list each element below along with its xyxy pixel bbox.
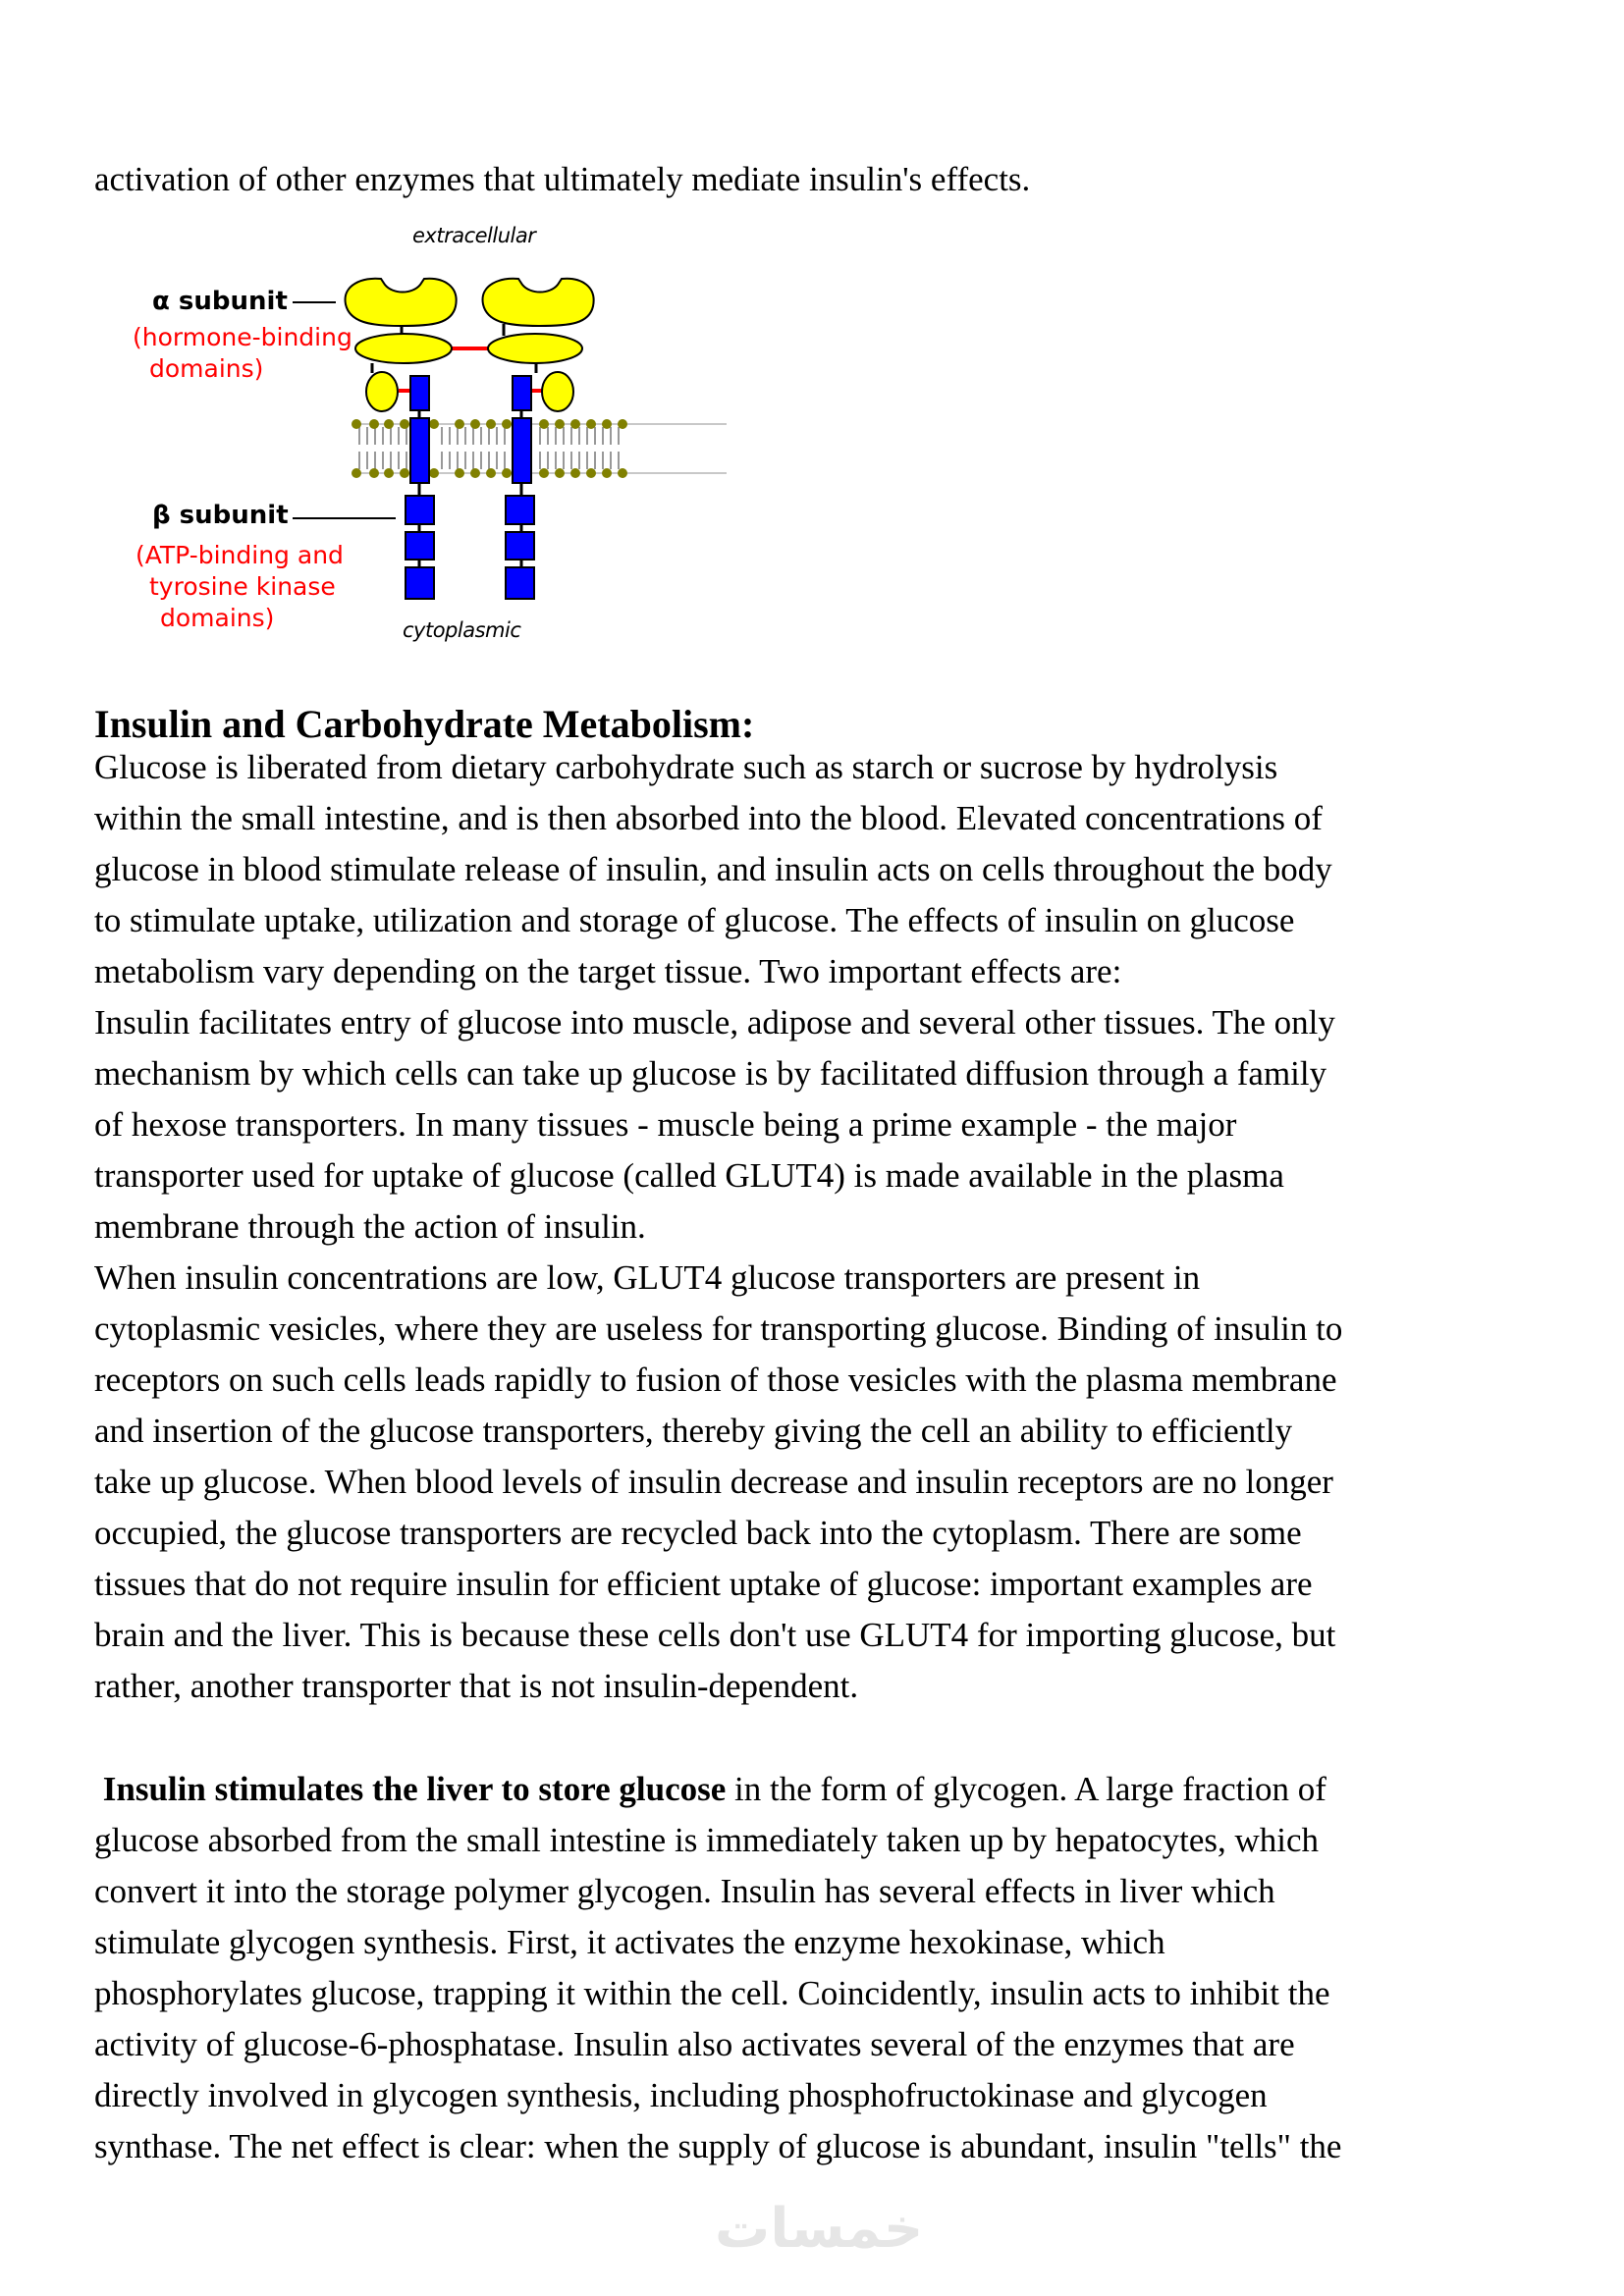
paragraph-line: transporter used for uptake of glucose (called GLUT4) is made available in the plasma	[94, 1156, 1284, 1195]
beta-subunit-label: β subunit	[152, 501, 289, 530]
paragraph-line: within the small intestine, and is then absorbed into the blood. Elevated concentrations of	[94, 799, 1323, 837]
paragraph-line: synthase. The net effect is clear: when the supply of glucose is abundant, insulin "tells" the	[94, 2127, 1342, 2165]
paragraph-line: directly involved in glycogen synthesis, including phosphofructokinase and glycogen	[94, 2076, 1268, 2114]
paragraph-line: occupied, the glucose transporters are recycled back into the cytoplasm. There are some	[94, 1514, 1302, 1552]
paragraph-line: When insulin concentrations are low, GLUT4 glucose transporters are present in	[94, 1258, 1201, 1297]
paragraph-line: glucose in blood stimulate release of insulin, and insulin acts on cells throughout the body	[94, 850, 1332, 888]
section-heading: Insulin and Carbohydrate Metabolism:	[94, 702, 755, 746]
paragraph-line: metabolism vary depending on the target tissue. Two important effects are:	[94, 952, 1122, 990]
alpha-description-line-2: domains)	[149, 354, 264, 383]
alpha-subunit-label: α subunit	[152, 287, 288, 316]
beta-description-line-2: tyrosine kinase	[149, 572, 336, 601]
paragraph-line: glucose absorbed from the small intestine is immediately taken up by hepatocytes, which	[94, 1821, 1320, 1859]
paragraph-line: take up glucose. When blood levels of insulin decrease and insulin receptors are no longer	[94, 1463, 1333, 1501]
paragraph-line: brain and the liver. This is because these cells don't use GLUT4 for importing glucose, but	[94, 1616, 1336, 1654]
watermark-logo: خمسات	[715, 2197, 924, 2261]
paragraph-line: convert it into the storage polymer glycogen. Insulin has several effects in liver which	[94, 1872, 1275, 1910]
paragraph-line: cytoplasmic vesicles, where they are useless for transporting glucose. Binding of insulin to	[94, 1309, 1343, 1348]
paragraph-line: Insulin facilitates entry of glucose into muscle, adipose and several other tissues. The only	[94, 1003, 1335, 1041]
cytoplasmic-label: cytoplasmic	[403, 618, 521, 642]
paragraph-line: Glucose is liberated from dietary carbohydrate such as starch or sucrose by hydrolysis	[94, 748, 1278, 786]
membrane-bilayer	[352, 419, 727, 478]
extracellular-label: extracellular	[412, 224, 536, 247]
paragraph-line	[94, 1764, 1326, 1815]
paragraph-line: activity of glucose-6-phosphatase. Insulin also activates several of the enzymes that are	[94, 2025, 1295, 2063]
lead-rest-text: in the form of glycogen. A large fraction of	[726, 1770, 1326, 1808]
alpha-description-line-1: (hormone-binding	[133, 323, 352, 351]
paragraph-line: to stimulate uptake, utilization and storage of glucose. The effects of insulin on glucose	[94, 901, 1295, 939]
receptor-illustration	[128, 216, 736, 658]
paragraph-line: stimulate glycogen synthesis. First, it activates the enzyme hexokinase, which	[94, 1923, 1165, 1961]
continuation-line: activation of other enzymes that ultimately mediate insulin's effects.	[94, 160, 1031, 198]
paragraph-line: rather, another transporter that is not insulin-dependent.	[94, 1667, 859, 1705]
paragraph-line: membrane through the action of insulin.	[94, 1207, 646, 1246]
beta-description-line-1: (ATP-binding and	[135, 541, 344, 569]
paragraph-line: phosphorylates glucose, trapping it within the cell. Coincidently, insulin acts to inhibit the	[94, 1974, 1330, 2012]
bold-lead-text: Insulin stimulates the liver to store glucose	[94, 1770, 727, 1808]
paragraph-line: tissues that do not require insulin for efficient uptake of glucose: important examples are	[94, 1565, 1313, 1603]
beta-description-line-3: domains)	[160, 604, 275, 632]
paragraph-line: and insertion of the glucose transporters, thereby giving the cell an ability to efficiently	[94, 1412, 1293, 1450]
paragraph-line: receptors on such cells leads rapidly to fusion of those vesicles with the plasma membrane	[94, 1361, 1337, 1399]
insulin-receptor-diagram	[128, 216, 736, 658]
paragraph-line: mechanism by which cells can take up glucose is by facilitated diffusion through a family	[94, 1054, 1327, 1093]
paragraph-line: of hexose transporters. In many tissues - muscle being a prime example - the major	[94, 1105, 1237, 1144]
